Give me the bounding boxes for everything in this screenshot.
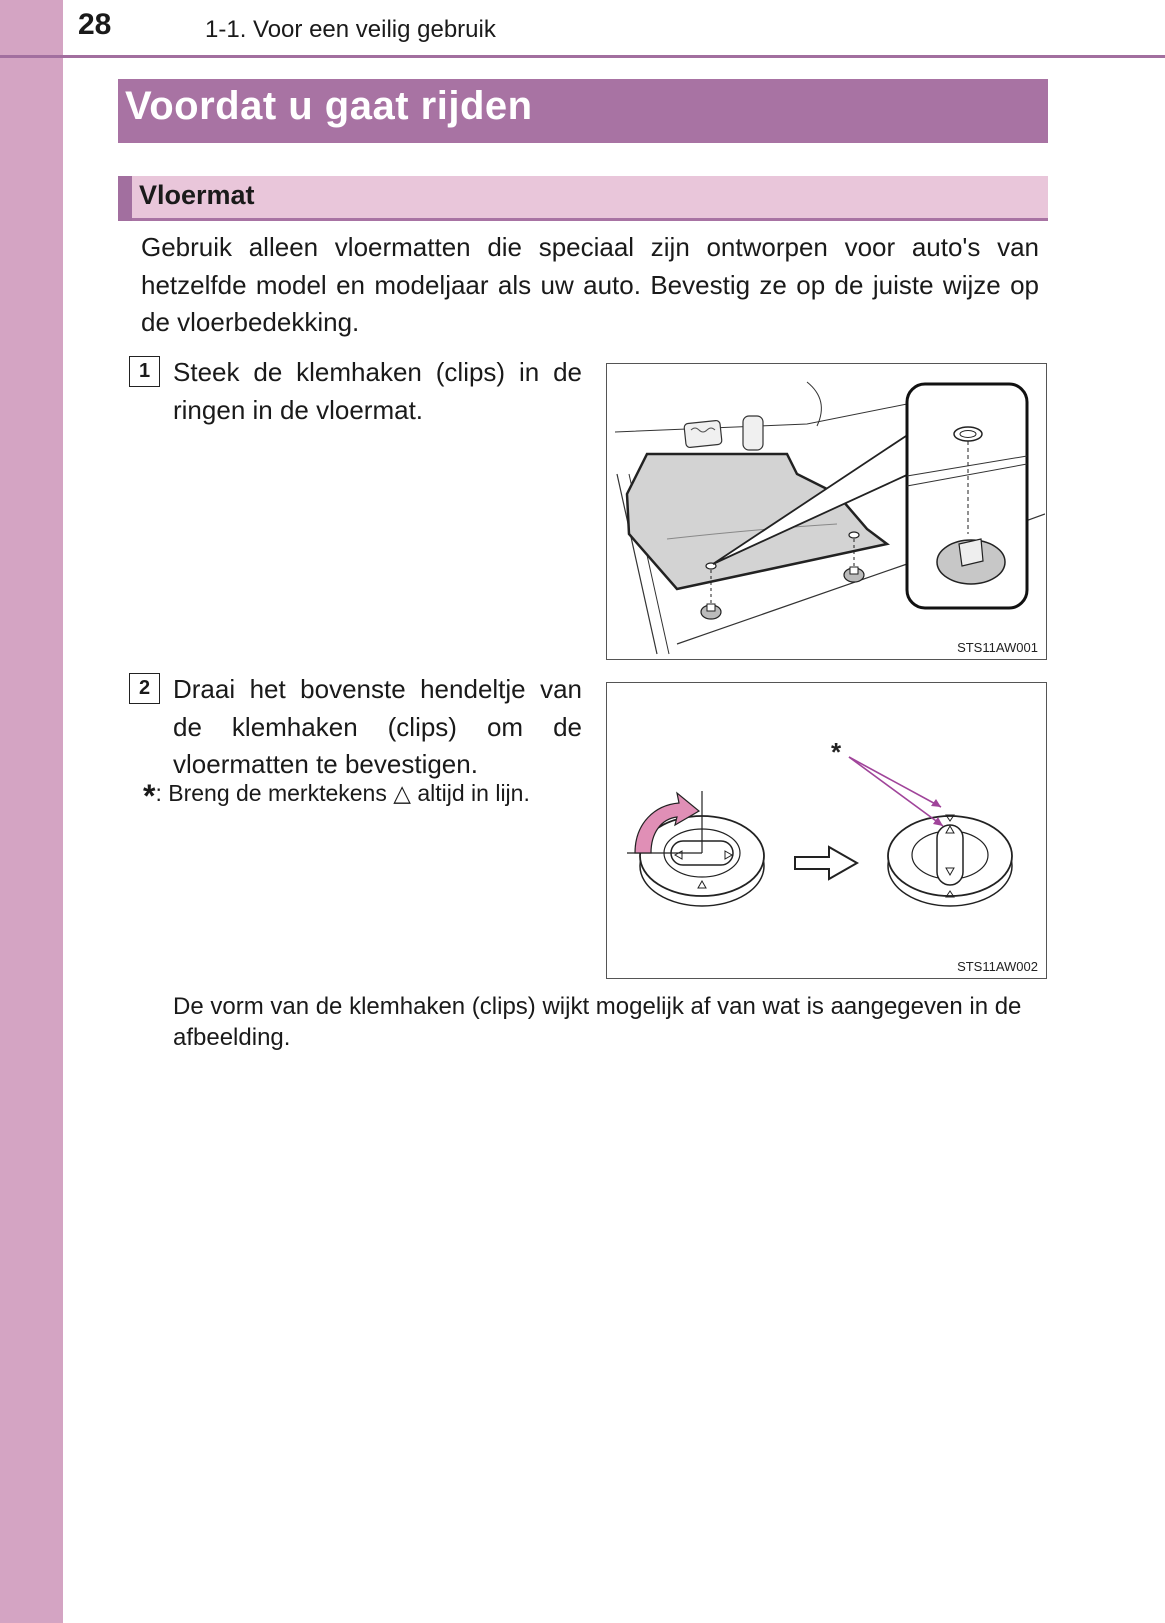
figure-clip-rotation — [606, 682, 1047, 979]
figure-code-1: STS11AW001 — [957, 640, 1038, 655]
subsection-title: Vloermat — [139, 180, 255, 210]
note-text-after: altijd in lijn. — [410, 780, 530, 806]
subsection-marker — [118, 176, 132, 221]
clip-rotation-illustration — [607, 683, 1045, 977]
alignment-note — [143, 778, 530, 815]
chapter-title: 1-1. Voor een veilig gebruik — [205, 16, 496, 43]
note-text-before: : Breng de merktekens — [155, 780, 394, 806]
figure-asterisk: * — [831, 737, 842, 767]
section-title: Voordat u gaat rijden — [125, 84, 533, 128]
step-text-1: Steek de klemhaken (clips) in de ringen in de vloermat. — [173, 357, 582, 425]
step-text-2: Draai het bovenste hendeltje van de klemhaken (clips) om de vloermatten te bevestigen. — [173, 674, 582, 779]
step-number-1: 1 — [129, 356, 160, 387]
side-stripe — [0, 0, 63, 1623]
triangle-mark-icon: △ — [393, 780, 411, 806]
page-number: 28 — [78, 8, 112, 41]
note-asterisk: * — [143, 778, 156, 814]
floor-mat-illustration — [607, 364, 1045, 658]
subsection-band — [118, 176, 1048, 221]
footnote: De vorm van de klemhaken (clips) wijkt mogelijk af van wat is aangegeven in de afbeelding. — [173, 993, 1022, 1051]
mat-ring-icon — [849, 532, 859, 538]
intro-paragraph: Gebruik alleen vloermatten die speciaal zijn ontworpen voor auto's van hetzelfde model en modeljaar als uw auto. Bevestig ze op de juiste wijze op de vloerbedekking. — [141, 232, 1039, 337]
step-number-2: 2 — [129, 673, 160, 704]
figure-floor-mat — [606, 363, 1047, 660]
header-divider — [0, 55, 1165, 58]
transition-arrow-icon — [795, 847, 857, 879]
figure-code-2: STS11AW002 — [957, 959, 1038, 974]
